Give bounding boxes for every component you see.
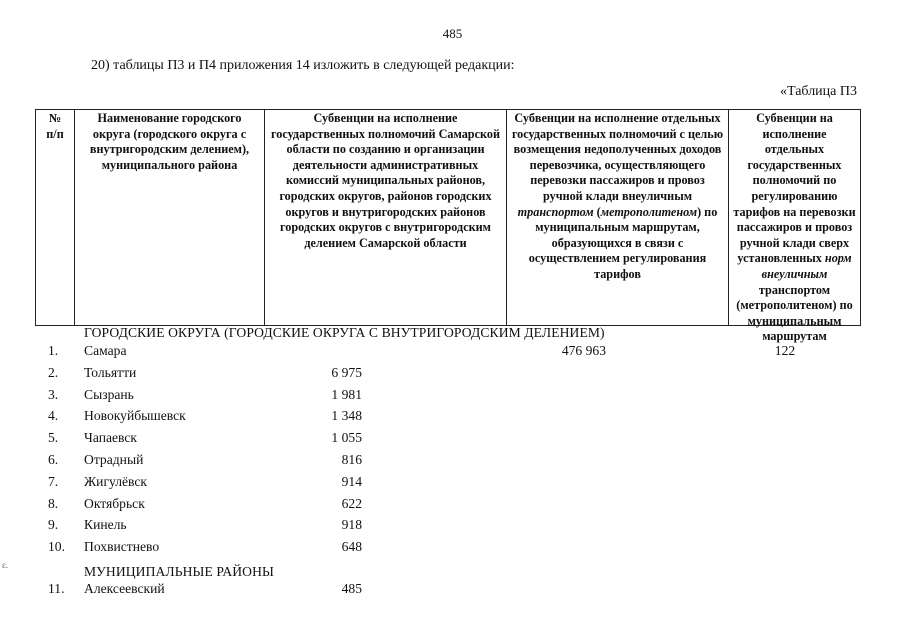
table-row xyxy=(0,430,905,452)
row-number: 4. xyxy=(48,408,59,424)
row-value-subvention-1: 918 xyxy=(341,517,362,533)
row-number: 1. xyxy=(48,343,59,358)
row-name: Октябрьск xyxy=(84,495,145,511)
table-row xyxy=(0,452,905,474)
row-name: Новокуйбышевск xyxy=(84,408,186,424)
row-name: Тольятти xyxy=(84,364,137,380)
table-row xyxy=(0,496,905,518)
row-number: 7. xyxy=(48,473,59,489)
row-number: 10. xyxy=(48,539,65,555)
row-value-subvention-1: 914 xyxy=(341,473,362,489)
row-name: Самара xyxy=(84,343,127,358)
header-col-subvention-3-italic: норм внеуличным xyxy=(761,251,852,281)
row-number: 11. xyxy=(48,581,65,596)
table-row xyxy=(0,365,905,387)
margin-mark: ε. xyxy=(2,560,9,570)
table-row xyxy=(0,387,905,409)
header-col-subvention-3 xyxy=(728,110,860,344)
intro-text: 20) таблицы П3 и П4 приложения 14 изложить в следующей редакции: xyxy=(91,58,515,73)
row-number: 2. xyxy=(48,364,59,380)
row-name: Чапаевск xyxy=(84,430,138,446)
header-col-subvention-3-part2: транспортом (метрополитеном) по муниципальным маршрутам xyxy=(736,282,853,344)
row-value-subvention-1: 1 981 xyxy=(331,386,362,402)
header-col-subvention-2-part3: ) по муниципальным маршрутам, образующихся в связи с осуществлением регулирования тарифов xyxy=(528,204,718,281)
table-row xyxy=(0,343,905,365)
row-name: Кинель xyxy=(84,517,127,533)
row-number: 3. xyxy=(48,386,59,402)
section-municipal-districts: МУНИЦИПАЛЬНЫЕ РАЙОНЫ xyxy=(84,564,274,579)
header-col-name-text: Наименование городского округа (городского округа с внутригородским делением), муниципального района xyxy=(89,111,250,172)
table-row xyxy=(0,581,905,603)
header-col-subvention-2-part1: Субвенции на исполнение отдельных государственных полномочий с целью возмещения недополученных доходов перевозчика, осуществляющего перевозки пассажиров и провоз ручной клади внеуличным xyxy=(511,111,724,203)
row-value-subvention-1: 816 xyxy=(341,452,362,467)
row-number: 9. xyxy=(48,517,59,533)
row-value-subvention-1: 622 xyxy=(341,495,362,511)
row-number: 5. xyxy=(48,430,59,446)
section-urban-districts: ГОРОДСКИЕ ОКРУГА (ГОРОДСКИЕ ОКРУГА С ВНУТРИГОРОДСКИМ ДЕЛЕНИЕМ) xyxy=(84,325,605,340)
row-name: Похвистнево xyxy=(84,539,160,555)
row-value-subvention-2: 476 963 xyxy=(561,343,606,358)
header-col-subvention-2-italic2: метрополитеном xyxy=(600,204,698,219)
row-name: Сызрань xyxy=(84,386,134,402)
header-col-subvention-3-part1: Субвенции на исполнение отдельных государственных полномочий по регулированию тарифов на перевозки пассажиров и провоз ручной клади сверх установленных xyxy=(733,111,856,266)
row-value-subvention-1: 1 055 xyxy=(331,430,362,446)
header-col-number-text: № п/п xyxy=(46,111,64,141)
header-col-subvention-2-italic1: транспортом xyxy=(517,204,594,219)
row-value-subvention-1: 6 975 xyxy=(331,364,362,380)
table-row xyxy=(0,408,905,430)
table-row xyxy=(0,517,905,539)
row-value-subvention-1: 648 xyxy=(341,539,362,555)
table-caption: «Таблица П3 xyxy=(780,84,857,99)
row-value-subvention-3: 122 xyxy=(774,343,796,358)
row-name: Алексеевский xyxy=(84,581,165,596)
row-value-subvention-1: 485 xyxy=(341,581,362,596)
header-col-name xyxy=(74,110,264,325)
row-number: 6. xyxy=(48,452,59,467)
header-col-subvention-1 xyxy=(264,110,506,325)
table-row xyxy=(0,539,905,561)
header-col-number xyxy=(36,110,74,325)
row-name: Жигулёвск xyxy=(84,473,148,489)
row-value-subvention-1: 1 348 xyxy=(331,408,362,424)
header-col-subvention-2-part2: ( xyxy=(593,204,601,219)
page-number: 485 xyxy=(442,26,463,41)
header-col-subvention-2 xyxy=(506,110,728,325)
row-name: Отрадный xyxy=(84,452,144,467)
table-row xyxy=(0,474,905,496)
row-number: 8. xyxy=(48,495,59,511)
header-col-subvention-1-text: Субвенции на исполнение государственных полномочий Самарской области по созданию и организации деятельности административных комиссий муниципальных районов, городских округов, районов городских округов и внутригородских районов городских округов с внутригородским делением Самарской области xyxy=(271,111,500,250)
